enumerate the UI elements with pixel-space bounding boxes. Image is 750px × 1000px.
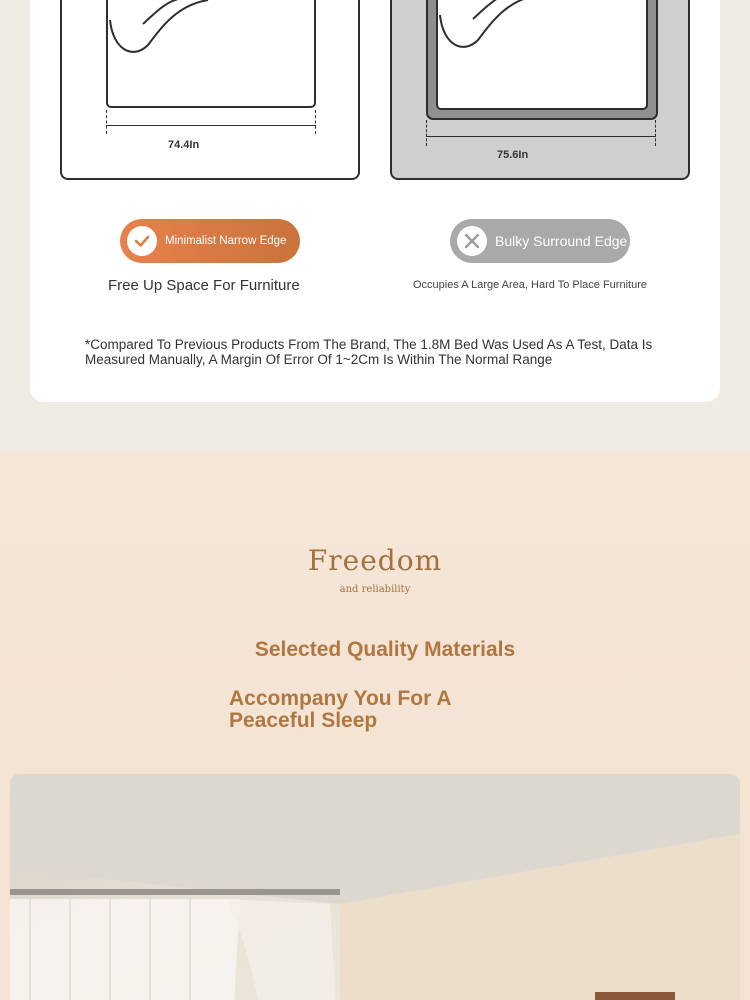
dimension-tick-right bbox=[315, 110, 316, 134]
bulky-edge-caption: Occupies A Large Area, Hard To Place Furniture bbox=[413, 279, 647, 291]
bulky-edge-label: Bulky Surround Edge bbox=[495, 233, 628, 249]
bedroom-photo bbox=[10, 774, 740, 1000]
dimension-tick-right bbox=[655, 120, 656, 146]
dimension-tick-left bbox=[106, 110, 107, 134]
brand-title: Freedom bbox=[307, 544, 443, 577]
measurement-footnote: *Compared To Previous Products From The Brand, The 1.8M Bed Was Used As A Test, Data Is Measured Manually, A Margin Of Error Of 1~2Cm Is Within The Normal Range bbox=[85, 337, 653, 367]
comparison-card bbox=[30, 0, 720, 402]
bulky-edge-bed-diagram bbox=[390, 0, 690, 180]
narrow-edge-label: Minimalist Narrow Edge bbox=[165, 235, 287, 247]
dimension-tick-left bbox=[426, 120, 427, 146]
narrow-edge-badge bbox=[120, 219, 300, 263]
dimension-label: 74.4In bbox=[168, 139, 200, 151]
pillow-curve-icon bbox=[438, 0, 650, 60]
dimension-line bbox=[106, 125, 316, 126]
close-icon bbox=[457, 226, 487, 256]
section-heading: Selected Quality Materials bbox=[254, 638, 516, 661]
narrow-edge-bed-diagram bbox=[60, 0, 360, 180]
section-subheading: Accompany You For A Peaceful Sleep bbox=[229, 687, 451, 732]
brand-subtitle: and reliability bbox=[339, 584, 411, 595]
dimension-label: 75.6In bbox=[497, 149, 529, 161]
mattress-outline bbox=[106, 0, 316, 108]
pillow-curve-icon bbox=[108, 0, 318, 60]
mattress-outline bbox=[436, 0, 648, 110]
bulky-edge-badge bbox=[450, 219, 630, 263]
check-icon bbox=[127, 226, 157, 256]
bulky-frame bbox=[426, 0, 658, 120]
dimension-line bbox=[426, 136, 656, 137]
narrow-edge-caption: Free Up Space For Furniture bbox=[108, 277, 300, 294]
feature-section bbox=[0, 452, 750, 1000]
